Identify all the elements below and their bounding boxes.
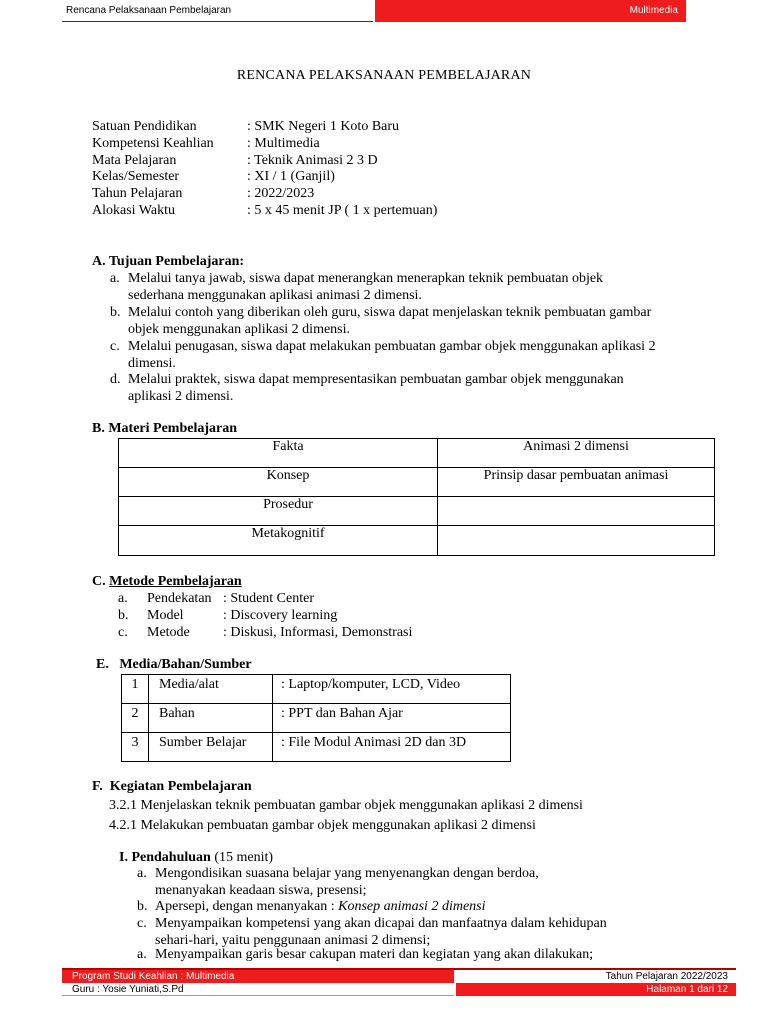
table-row bbox=[119, 497, 715, 526]
objective-line-cont: dimensi. bbox=[128, 355, 176, 371]
materials-table bbox=[118, 438, 715, 556]
identity-key: Alokasi Waktu bbox=[92, 202, 175, 218]
table-cell: Fakta bbox=[119, 439, 438, 468]
basic-competency: 4.2.1 Melakukan pembuatan gambar objek menggunakan aplikasi 2 dimensi bbox=[109, 818, 536, 833]
list-marker: d. bbox=[110, 372, 121, 387]
section-c-prefix: C. bbox=[92, 574, 110, 589]
activity-italic-text: Konsep animasi 2 dimensi bbox=[338, 899, 486, 914]
identity-row bbox=[92, 119, 437, 136]
table-row bbox=[119, 468, 715, 497]
identity-key: Satuan Pendidikan bbox=[92, 119, 197, 134]
list-marker: a. bbox=[137, 866, 147, 881]
method-item bbox=[118, 608, 337, 625]
list-marker: a. bbox=[118, 591, 128, 606]
identity-value: : XI / 1 (Ganjil) bbox=[247, 169, 335, 185]
section-b-heading: B. Materi Pembelajaran bbox=[92, 421, 238, 436]
identity-key: Mata Pelajaran bbox=[92, 152, 177, 168]
table-cell: Bahan bbox=[149, 704, 273, 733]
activity-line bbox=[155, 899, 755, 916]
table-cell bbox=[438, 497, 715, 526]
table-cell: Prosedur bbox=[119, 497, 438, 526]
activity-line: Menyampaikan kompetensi yang akan dicapai dan manfaatnya dalam kehidupan bbox=[155, 916, 607, 931]
identity-row bbox=[92, 186, 437, 203]
table-cell: Konsep bbox=[119, 468, 438, 497]
identity-value: : Multimedia bbox=[247, 135, 320, 151]
table-cell: Sumber Belajar bbox=[149, 733, 273, 762]
list-marker: b. bbox=[110, 305, 121, 320]
objective-line: Melalui contoh yang diberikan oleh guru, siswa dapat menjelaskan teknik pembuatan gambar bbox=[128, 305, 652, 320]
list-marker: b. bbox=[118, 608, 129, 623]
table-cell: Animasi 2 dimensi bbox=[438, 439, 715, 468]
identity-row bbox=[92, 169, 437, 186]
table-cell-number: 3 bbox=[122, 733, 149, 762]
activity-line: Menyampaikan garis besar cakupan materi dan kegiatan yang akan dilakukan; bbox=[155, 947, 594, 962]
identity-value: : Teknik Animasi 2 3 D bbox=[247, 152, 378, 168]
section-c-title: Metode Pembelajaran bbox=[109, 574, 242, 589]
identity-row bbox=[92, 136, 437, 153]
method-value: : Student Center bbox=[223, 591, 314, 606]
table-cell-number: 2 bbox=[122, 704, 149, 733]
footer-page-number: Halaman 1 dari 12 bbox=[456, 983, 736, 996]
method-value: : Diskusi, Informasi, Demonstrasi bbox=[223, 625, 413, 640]
method-value: : Discovery learning bbox=[223, 608, 338, 623]
identity-key: Kelas/Semester bbox=[92, 169, 180, 185]
identity-row bbox=[92, 203, 437, 220]
basic-competency: 3.2.1 Menjelaskan teknik pembuatan gambar objek menggunakan aplikasi 2 dimensi bbox=[109, 798, 583, 813]
list-marker: a. bbox=[110, 271, 120, 286]
identity-key: Tahun Pelajaran bbox=[92, 186, 183, 202]
intro-heading bbox=[119, 850, 273, 867]
table-cell bbox=[438, 526, 715, 556]
objective-line: Melalui tanya jawab, siswa dapat menerangkan menerapkan teknik pembuatan objek bbox=[128, 271, 604, 286]
objective-line: Melalui praktek, siswa dapat mempresentasikan pembuatan gambar objek menggunakan bbox=[128, 372, 624, 387]
section-e-heading: E. Media/Bahan/Sumber bbox=[96, 657, 252, 672]
table-row bbox=[122, 733, 511, 762]
activity-text: Apersepi, dengan menanyakan : bbox=[155, 899, 339, 914]
table-cell: : File Modul Animasi 2D dan 3D bbox=[273, 733, 511, 762]
section-a-heading: A. Tujuan Pembelajaran: bbox=[92, 254, 245, 269]
identity-row bbox=[92, 153, 437, 170]
section-f-heading: F. Kegiatan Pembelajaran bbox=[92, 779, 252, 794]
method-item bbox=[118, 591, 314, 608]
method-key: Pendekatan bbox=[147, 591, 212, 606]
activity-line: Mengondisikan suasana belajar yang menyenangkan dengan berdoa, bbox=[155, 866, 539, 881]
table-cell: Prinsip dasar pembuatan animasi bbox=[438, 468, 715, 497]
list-marker: b. bbox=[137, 899, 148, 914]
method-key: Model bbox=[147, 608, 184, 623]
table-row bbox=[122, 704, 511, 733]
identity-value: : 2022/2023 bbox=[247, 186, 315, 202]
page-title: RENCANA PELAKSANAAN PEMBELAJARAN bbox=[236, 68, 532, 83]
method-key: Metode bbox=[147, 625, 190, 640]
footer-program: Program Studi Keahlian : Multimedia bbox=[62, 970, 454, 983]
table-row bbox=[122, 675, 511, 704]
list-marker: c. bbox=[118, 625, 128, 640]
header-subject: Multimedia bbox=[375, 0, 686, 22]
identity-key: Kompetensi Keahlian bbox=[92, 135, 214, 151]
footer-teacher: Guru : Yosie Yuniati,S.Pd bbox=[62, 984, 454, 996]
objective-line-cont: aplikasi 2 dimensi. bbox=[128, 388, 234, 404]
table-cell-number: 1 bbox=[122, 675, 149, 704]
intro-time: (15 menit) bbox=[210, 850, 274, 865]
identity-value: : SMK Negeri 1 Koto Baru bbox=[247, 119, 400, 134]
identity-block bbox=[92, 119, 437, 220]
objective-line-cont: sederhana menggunakan aplikasi animasi 2 dimensi. bbox=[128, 287, 422, 303]
activity-line-cont: sehari-hari, yaitu penggunaan animasi 2 dimensi; bbox=[155, 932, 431, 948]
header-document-title: Rencana Pelaksanaan Pembelajaran bbox=[62, 0, 373, 22]
table-cell: Metakognitif bbox=[119, 526, 438, 556]
footer-school-year: Tahun Pelajaran 2022/2023 bbox=[605, 971, 728, 982]
table-row bbox=[119, 439, 715, 468]
media-table bbox=[121, 674, 511, 762]
list-marker: c. bbox=[110, 339, 120, 354]
method-item bbox=[118, 625, 412, 642]
table-cell: : Laptop/komputer, LCD, Video bbox=[273, 675, 511, 704]
list-marker: c. bbox=[137, 916, 147, 931]
identity-value: : 5 x 45 menit JP ( 1 x pertemuan) bbox=[247, 202, 438, 218]
objective-line: Melalui penugasan, siswa dapat melakukan pembuatan gambar objek menggunakan aplikasi 2 bbox=[128, 339, 656, 354]
table-cell: : PPT dan Bahan Ajar bbox=[273, 704, 511, 733]
table-row bbox=[119, 526, 715, 556]
section-c-heading bbox=[92, 574, 242, 591]
intro-title: I. Pendahuluan bbox=[119, 850, 211, 865]
list-marker: a. bbox=[137, 947, 147, 962]
activity-line-cont: menanyakan keadaan siswa, presensi; bbox=[155, 882, 367, 898]
table-cell: Media/alat bbox=[149, 675, 273, 704]
objective-line-cont: objek menggunakan aplikasi 2 dimensi. bbox=[128, 321, 351, 337]
